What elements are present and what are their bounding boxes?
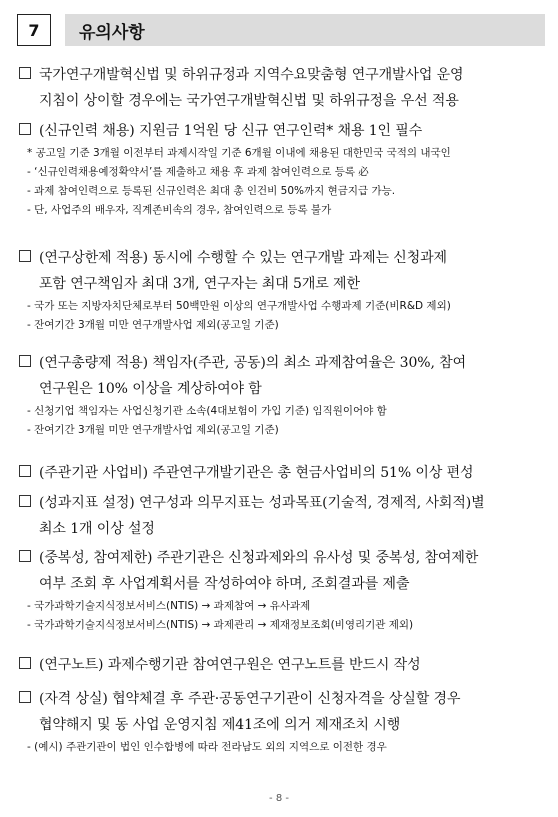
notice-text: (성과지표 설정) 연구성과 의무지표는 성과목표(기술적, 경제적, 사회적)별 <box>39 495 485 511</box>
notice-text: 국가연구개발혁신법 및 하위규정과 지역수요맞춤형 연구개발사업 운영 <box>39 67 464 83</box>
notice-text: (연구노트) 과제수행기관 참여연구원은 연구노트를 반드시 작성 <box>39 657 421 673</box>
notice-text: 지침이 상이할 경우에는 국가연구개발혁신법 및 하위규정을 우선 적용 <box>39 93 459 109</box>
checkbox-icon <box>19 355 31 367</box>
notice-subitem: - 신청기업 책임자는 사업신청기관 소속(4대보험이 가입 기준) 임직원이어야 함 <box>27 405 387 417</box>
notice-text: (연구상한제 적용) 동시에 수행할 수 있는 연구개발 과제는 신청과제 <box>39 250 447 266</box>
notice-text: 연구원은 10% 이상을 계상하여야 함 <box>39 381 262 397</box>
notice-subitem: - 과제 참여인력으로 등록된 신규인력은 최대 총 인건비 50%까지 현금지급 가능. <box>27 185 396 197</box>
checkbox-icon <box>19 250 31 262</box>
notice-item <box>17 545 545 635</box>
notice-item <box>17 350 545 440</box>
notice-subitem: - ‘신규인력채용예정확약서’를 제출하고 채용 후 과제 참여인력으로 등록 必 <box>27 166 369 178</box>
notice-item <box>17 62 545 114</box>
section-title: 유의사항 <box>65 14 545 46</box>
notice-text: (연구총량제 적용) 책임자(주관, 공동)의 최소 과제참여율은 30%, 참여 <box>39 355 467 371</box>
notice-item <box>17 245 545 335</box>
notice-subitem: - 단, 사업주의 배우자, 직계존비속의 경우, 참여인력으로 등록 불가 <box>27 204 332 216</box>
notice-item <box>17 118 545 220</box>
checkbox-icon <box>19 657 31 669</box>
notice-text: (자격 상실) 협약체결 후 주관·공동연구기관이 신청자격을 상실할 경우 <box>39 691 461 707</box>
checkbox-icon <box>19 67 31 79</box>
notice-text: (신규인력 채용) 지원금 1억원 당 신규 연구인력* 채용 1인 필수 <box>39 123 423 139</box>
notice-item <box>17 686 545 757</box>
notice-text: (중복성, 참여제한) 주관기관은 신청과제와의 유사성 및 중복성, 참여제한 <box>39 550 479 566</box>
notice-subitem: - 잔여기간 3개월 미만 연구개발사업 제외(공고일 기준) <box>27 319 279 331</box>
notice-subitem: * 공고일 기준 3개월 이전부터 과제시작일 기준 6개월 이내에 채용된 대한민국 국적의 내국인 <box>27 147 451 159</box>
notice-subitem: - 잔여기간 3개월 미만 연구개발사업 제외(공고일 기준) <box>27 424 279 436</box>
section-number: 7 <box>17 14 51 46</box>
checkbox-icon <box>19 495 31 507</box>
checkbox-icon <box>19 123 31 135</box>
notice-text: 최소 1개 이상 설정 <box>39 521 155 537</box>
notice-text: 여부 조회 후 사업계획서를 작성하여야 하며, 조회결과를 제출 <box>39 576 410 592</box>
section-header <box>17 14 545 48</box>
page-number: - 8 - <box>269 793 289 804</box>
notice-text: 협약해지 및 동 사업 운영지침 제41조에 의거 제재조치 시행 <box>39 717 401 733</box>
notice-subitem: - 국가과학기술지식정보서비스(NTIS) → 과제관리 → 제재정보조회(비영리기관 제외) <box>27 619 414 631</box>
notice-subitem: - 국가 또는 지방자치단체로부터 50백만원 이상의 연구개발사업 수행과제 기준(비R&D 제외) <box>27 300 451 312</box>
notice-subitem: - (예시) 주관기관이 법인 인수합병에 따라 전라남도 외의 지역으로 이전한 경우 <box>27 741 387 753</box>
notice-item <box>17 652 545 678</box>
notice-item <box>17 490 545 542</box>
checkbox-icon <box>19 465 31 477</box>
checkbox-icon <box>19 550 31 562</box>
notice-subitem: - 국가과학기술지식정보서비스(NTIS) → 과제참여 → 유사과제 <box>27 600 311 612</box>
notice-item <box>17 460 545 486</box>
checkbox-icon <box>19 691 31 703</box>
notice-text: (주관기관 사업비) 주관연구개발기관은 총 현금사업비의 51% 이상 편성 <box>39 465 474 481</box>
notice-text: 포함 연구책임자 최대 3개, 연구자는 최대 5개로 제한 <box>39 276 360 292</box>
